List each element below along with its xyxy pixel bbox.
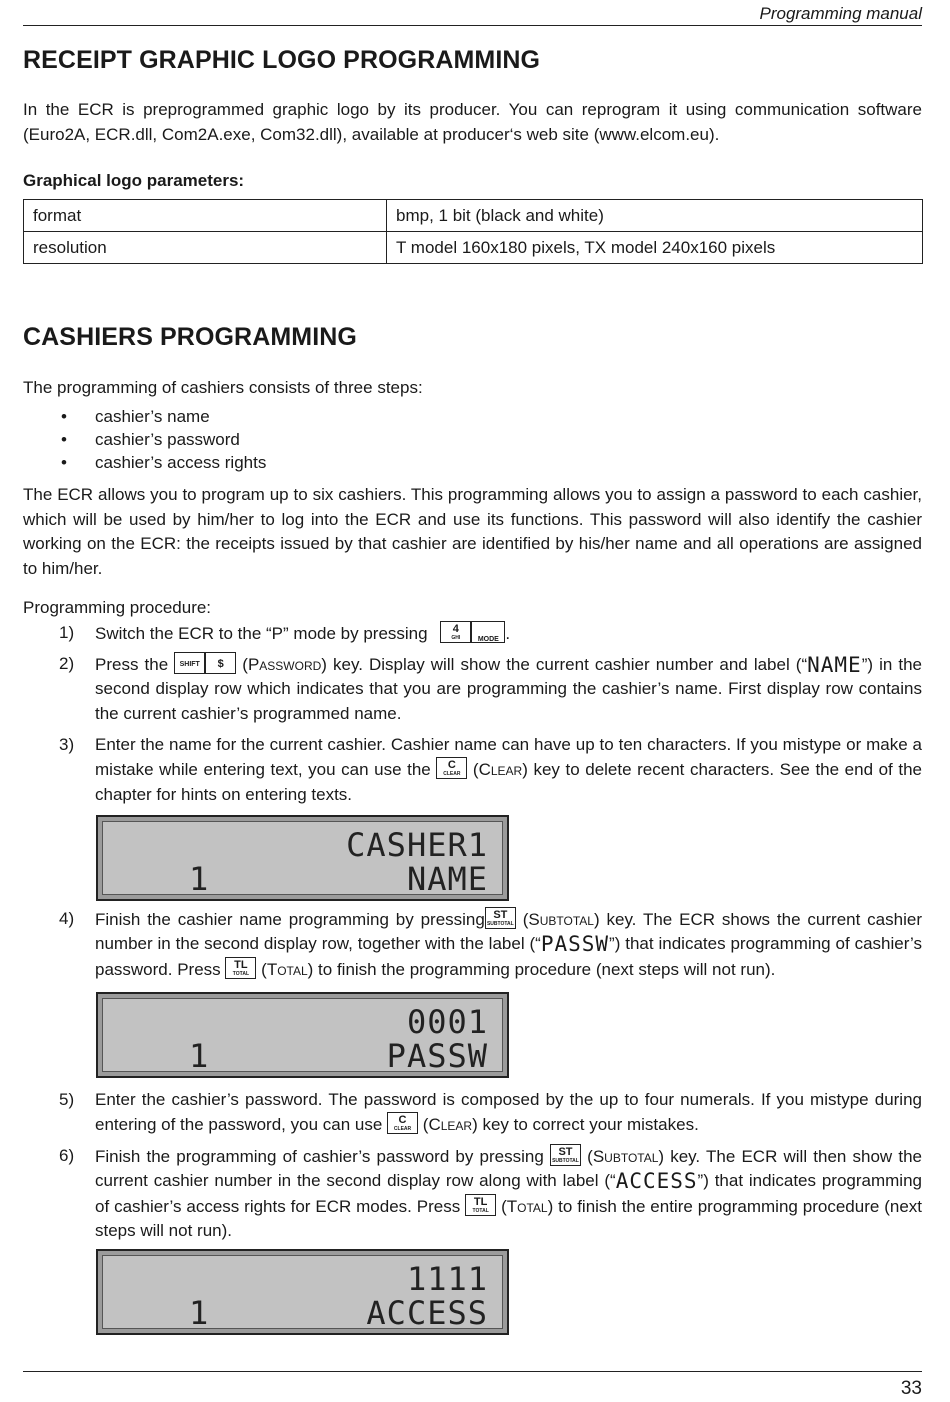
param-value: bmp, 1 bit (black and white)	[387, 200, 923, 232]
header-rule	[23, 25, 922, 26]
step-number: 3)	[59, 735, 75, 754]
table-row	[24, 200, 923, 232]
key-subtotal-icon: ST SUBTOTAL	[550, 1144, 581, 1166]
logo-section-heading: RECEIPT GRAPHIC LOGO PROGRAMMING	[23, 46, 541, 74]
lcd-cashier-number: 1	[189, 1037, 209, 1075]
step-3: 3) Enter the name for the current cashier. Cashier name can have up to ten characters. If you mistype or make a mistake while entering text, you can use the C CLEAR (Clear) key to delete recent characters. See the end of the chapter for hints on entering texts.	[59, 735, 922, 804]
step-number: 5)	[59, 1090, 75, 1109]
key-subtotal-icon: ST SUBTOTAL	[485, 907, 516, 929]
lcd-row-1: CASHER1	[346, 826, 488, 864]
logo-params-title: Graphical logo parameters:	[23, 171, 245, 190]
key-clear-icon: C CLEAR	[436, 757, 467, 779]
lcd-display-access	[96, 1249, 509, 1335]
step-6: 6) Finish the programming of cashier’s password by pressing ST SUBTOTAL (Subtotal) key. The ECR will then show the current cashier number in the second display row along with label (“ACCESS”) that indicates programming of cashier’s access rights for ECR modes. Press TL TOTAL (Total) to finish the entire programming procedure (next steps will not run).	[59, 1146, 922, 1240]
list-item: • cashier’s password	[23, 428, 266, 451]
lcd-cashier-number: 1	[189, 860, 209, 898]
lcd-label-name: NAME	[807, 653, 862, 677]
logo-params-table	[23, 199, 923, 264]
step-number: 4)	[59, 909, 75, 928]
step-1: 1) Switch the ECR to the “P” mode by pressing 4 GHI MODE .	[23, 621, 922, 646]
steps-bullet-list	[23, 405, 266, 474]
key-clear-icon: C CLEAR	[387, 1112, 418, 1134]
key-4-ghi-icon: 4 GHI	[440, 621, 471, 643]
lcd-display-passw	[96, 992, 509, 1078]
step-2: 2) Press the SHIFT $ (Password) key. Display will show the current cashier number and label (“NAME”) in the second display row which indicates that you are programming the cashier’s name. First display row contains the current cashier’s programmed name.	[59, 653, 923, 723]
step-5: 5) Enter the cashier’s password. The password is composed by the up to four numerals. If you mistype during entering of the password, you can use C CLEAR (Clear) key to correct your mistakes.	[59, 1090, 922, 1135]
step-number: 1)	[59, 623, 75, 642]
param-value: T model 160x180 pixels, TX model 240x160 pixels	[387, 232, 923, 264]
running-header: Programming manual	[759, 4, 922, 23]
lcd-row-2: PASSW	[386, 1037, 488, 1075]
lcd-row-2: NAME	[406, 860, 488, 898]
param-name: format	[24, 200, 387, 232]
footer-rule	[23, 1371, 922, 1372]
key-total-icon: TL TOTAL	[465, 1194, 496, 1216]
lcd-row-1: 1111	[406, 1260, 488, 1298]
lcd-row-1: 0001	[406, 1003, 488, 1041]
list-item: • cashier’s name	[23, 405, 266, 428]
step-number: 2)	[59, 654, 75, 673]
lcd-display-name	[96, 815, 509, 901]
step-text: Switch the ECR to the “P” mode by pressing	[95, 624, 428, 643]
lcd-label-passw: PASSW	[540, 932, 610, 957]
table-row	[24, 232, 923, 264]
page-number: 33	[900, 1378, 922, 1399]
cashiers-intro: The programming of cashiers consists of three steps:	[23, 378, 423, 397]
lcd-row-2: ACCESS	[366, 1294, 488, 1332]
key-mode-icon: MODE	[471, 621, 505, 643]
procedure-title: Programming procedure:	[23, 598, 212, 617]
param-name: resolution	[24, 232, 387, 264]
step-number: 6)	[59, 1146, 75, 1165]
logo-intro-paragraph: In the ECR is preprogrammed graphic logo by its producer. You can reprogram it using communication software (Euro2A, ECR.dll, Com2A.exe, Com32.dll), available at producer‘s web site (www.elcom.eu).	[23, 100, 922, 144]
lcd-cashier-number: 1	[189, 1294, 209, 1332]
step-4: 4) Finish the cashier name programming by pressing ST SUBTOTAL (Subtotal) key. The ECR shows the current cashier number in the second display row, together with the label (“PASSW”) that indicates programming of cashier’s password. Press TL TOTAL (Total) to finish the programming procedure (next steps will not run).	[59, 909, 922, 979]
lcd-label-access: ACCESS	[615, 1169, 698, 1194]
key-total-icon: TL TOTAL	[225, 957, 256, 979]
key-dollar-icon: $	[205, 652, 236, 674]
cashiers-section-heading: CASHIERS PROGRAMMING	[23, 323, 357, 351]
list-item: • cashier’s access rights	[23, 451, 266, 474]
cashiers-body-paragraph: The ECR allows you to program up to six cashiers. This programming allows you to assign a password to each cashier, which will be used by him/her to log into the ECR and use its functions. This password will also identify the cashier working on the ECR: the receipts issued by that cashier are identified by his/her name and all operations are assigned to him/her.	[23, 485, 922, 578]
key-shift-icon: SHIFT	[174, 652, 205, 674]
